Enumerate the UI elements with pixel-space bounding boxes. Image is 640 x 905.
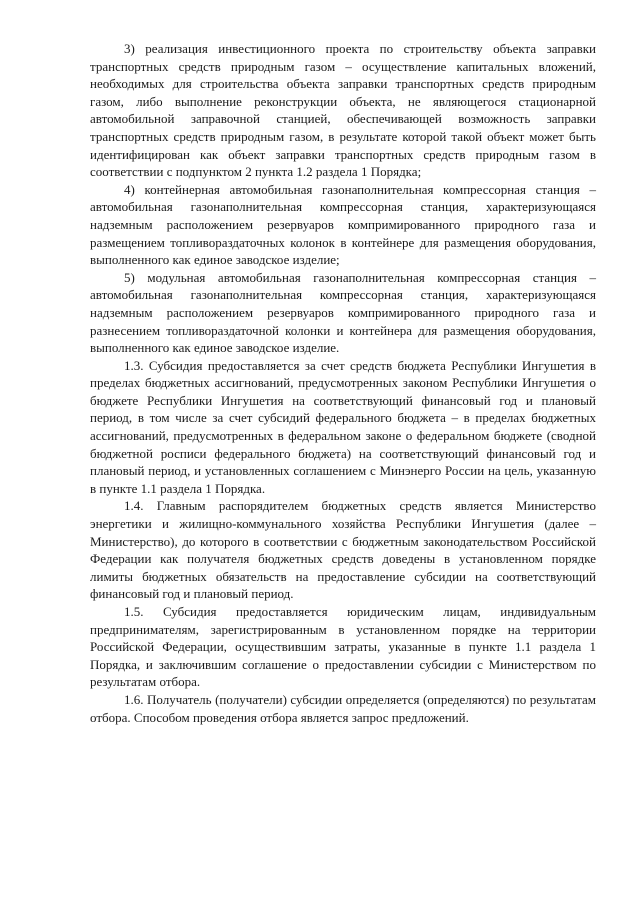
paragraph-section-1-6: 1.6. Получатель (получатели) субсидии определяется (определяются) по результатам отбора. Способом проведения отбора является запрос предложений.	[90, 691, 596, 725]
paragraph-item-3: 3) реализация инвестиционного проекта по строительству объекта заправки транспортных средств природным газом – осуществление капитальных вложений, необходимых для строительства объекта заправки транспортных средств природным газом, либо выполнение реконструкции объекта, не являющегося стационарной автомобильной заправочной станцией, обеспечивающей возможность заправки транспортных средств природным газом, в результате которой такой объект может быть идентифицирован как объект заправки транспортных средств природным газом в соответствии с подпунктом 2 пункта 1.2 раздела 1 Порядка;	[90, 41, 596, 180]
paragraph-section-1-3: 1.3. Субсидия предоставляется за счет средств бюджета Республики Ингушетия в пределах бюджетных ассигнований, предусмотренных законом Республики Ингушетия о бюджете Республики Ингушетия на соответствующий финансовый год и плановый период, в том числе за счет субсидий федерального бюджета – в пределах бюджетных ассигнований, предусмотренных в федеральном законе о федеральном бюджете (сводной бюджетной росписи федерального бюджета) на соответствующий финансовый год и плановый период, и установленных соглашением с Минэнерго России на цель, указанную в пункте 1.1 раздела 1 Порядка.	[90, 357, 596, 496]
paragraph-section-1-4: 1.4. Главным распорядителем бюджетных средств является Министерство энергетики и жилищно-коммунального хозяйства Республики Ингушетия (далее – Министерство), до которого в соответствии с бюджетным законодательством Российской Федерации как получателя бюджетных средств доведены в установленном порядке лимиты бюджетных обязательств на предоставление субсидии на соответствующий финансовый год и плановый период.	[90, 498, 596, 602]
paragraph-item-5: 5) модульная автомобильная газонаполнительная компрессорная станция – автомобильная газонаполнительная компрессорная станция, характеризующаяся надземным расположением резервуаров компримированного природного газа и разнесением топливораздаточной колонки и контейнера для размещения оборудования, выполненного как единое заводское изделие.	[90, 269, 596, 356]
paragraph-item-4: 4) контейнерная автомобильная газонаполнительная компрессорная станция – автомобильная газонаполнительная компрессорная станция, характеризующаяся надземным расположением резервуаров компримированного природного газа и размещением топливораздаточных колонок в контейнере для размещения оборудования, выполненного как единое заводское изделие;	[90, 181, 596, 268]
document-page	[90, 40, 596, 726]
paragraph-section-1-5: 1.5. Субсидия предоставляется юридическим лицам, индивидуальным предпринимателям, зарегистрированным в установленном порядке на территории Российской Федерации, осуществившим затраты, указанные в пункте 1.1 раздела 1 Порядка, и заключившим соглашение о предоставлении субсидии с Министерством по результатам отбора.	[90, 604, 596, 690]
